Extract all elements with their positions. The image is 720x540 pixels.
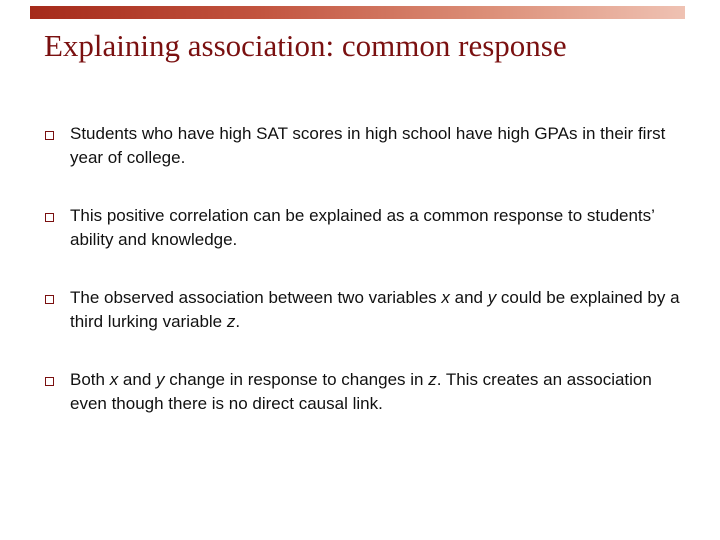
title-accent-bar [30,6,685,19]
hollow-square-bullet-icon [45,131,54,140]
bullet-item [44,122,684,204]
bullet-list [44,122,684,450]
bullet-item [44,204,684,286]
hollow-square-bullet-icon [45,295,54,304]
bullet-text: Students who have high SAT scores in high school have high GPAs in their first year of college. [70,124,666,167]
bullet-item [44,368,684,450]
hollow-square-bullet-icon [45,213,54,222]
bullet-text: Both x and y change in response to changes in z. This creates an association even though there is no direct causal link. [70,370,652,413]
slide-title: Explaining association: common response [44,28,567,63]
bullet-item [44,286,684,368]
bullet-text: This positive correlation can be explained as a common response to students’ ability and knowledge. [70,206,655,249]
hollow-square-bullet-icon [45,377,54,386]
bullet-text: The observed association between two variables x and y could be explained by a third lurking variable z. [70,288,680,331]
